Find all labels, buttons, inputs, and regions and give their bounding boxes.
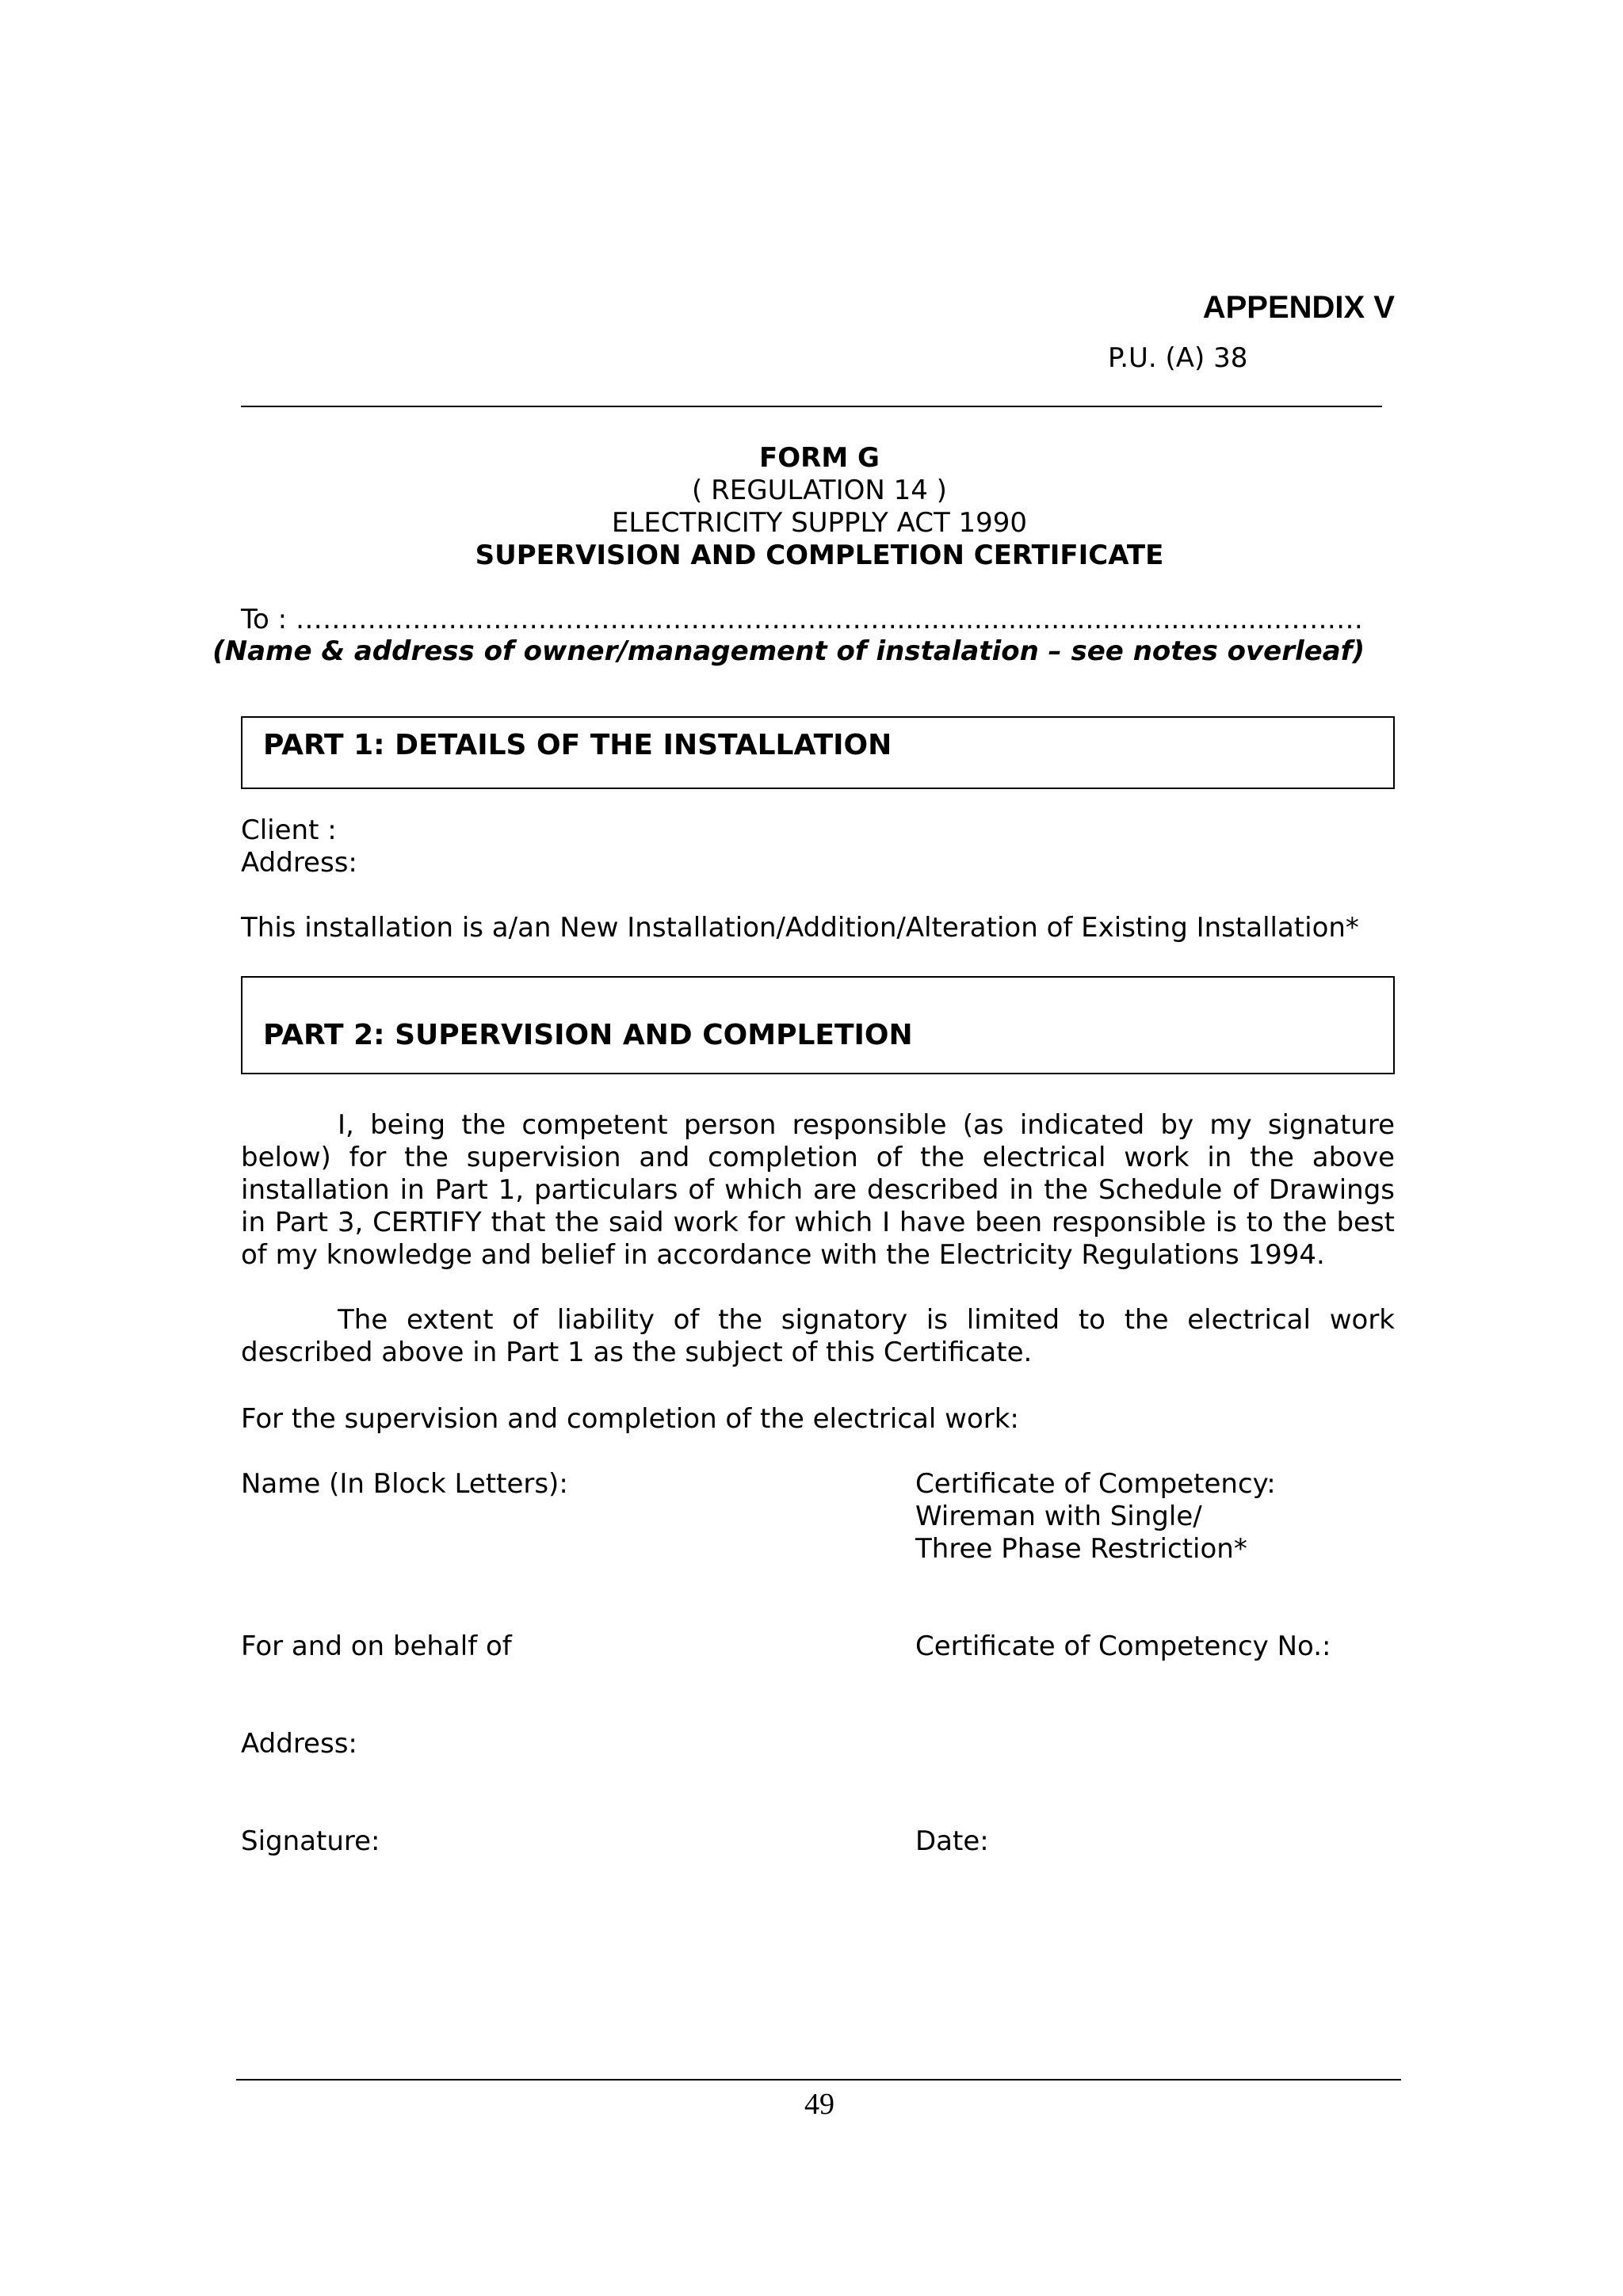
part1-title: PART 1: DETAILS OF THE INSTALLATION (263, 729, 892, 761)
regulation-line: ( REGULATION 14 ) (692, 475, 947, 506)
to-dotted-field: …………………………………………………………..............................................……… (295, 604, 1364, 635)
client-label: Client : (241, 814, 337, 846)
act-line: ELECTRICITY SUPPLY ACT 1990 (611, 507, 1028, 539)
page-number: 49 (804, 2088, 834, 2121)
client-address-label: Address: (241, 847, 357, 879)
part2-header-box (241, 976, 1395, 1074)
part1-header-box (241, 716, 1395, 789)
supervision-statement: For the supervision and completion of the electrical work: (241, 1403, 1019, 1435)
signature-label: Signature: (241, 1825, 380, 1857)
part2-title: PART 2: SUPERVISION AND COMPLETION (263, 1019, 913, 1051)
signatory-address-label: Address: (241, 1728, 357, 1760)
to-line (241, 604, 1374, 635)
appendix-heading: APPENDIX V (1202, 290, 1395, 325)
installation-type-statement: This installation is a/an New Installation/Addition/Alteration of Existing Installation* (241, 912, 1359, 944)
liability-paragraph: The extent of liability of the signatory is limited to the electrical work described above in Part 1 as the subject of this Certificate. (241, 1304, 1395, 1368)
competency-label: Certificate of Competency: (915, 1468, 1276, 1500)
competency-restriction-line: Three Phase Restriction* (915, 1533, 1247, 1565)
certification-paragraph: I, being the competent person responsible (as indicated by my signature below) for the supervision and completion of the electrical work in the above installation in Part 1, particulars of which are described in the Schedule of Drawings in Part 3, CERTIFY that the said work for which I have been responsible is to the best of my knowledge and belief in accordance with the Electricity Regulations 1994. (241, 1109, 1395, 1271)
footer-divider (236, 2079, 1401, 2081)
top-divider (241, 406, 1382, 407)
competency-number-label: Certificate of Competency No.: (915, 1630, 1331, 1662)
reference-number: P.U. (A) 38 (1108, 342, 1248, 374)
to-label: To : (241, 604, 288, 635)
date-label: Date: (915, 1825, 989, 1857)
to-note: (Name & address of owner/management of instalation – see notes overleaf) (212, 635, 1365, 667)
form-title: FORM G (759, 442, 880, 474)
certificate-title: SUPERVISION AND COMPLETION CERTIFICATE (475, 540, 1164, 571)
behalf-label: For and on behalf of (241, 1630, 512, 1662)
competency-wireman-line: Wireman with Single/ (915, 1501, 1202, 1532)
name-label: Name (In Block Letters): (241, 1468, 568, 1500)
